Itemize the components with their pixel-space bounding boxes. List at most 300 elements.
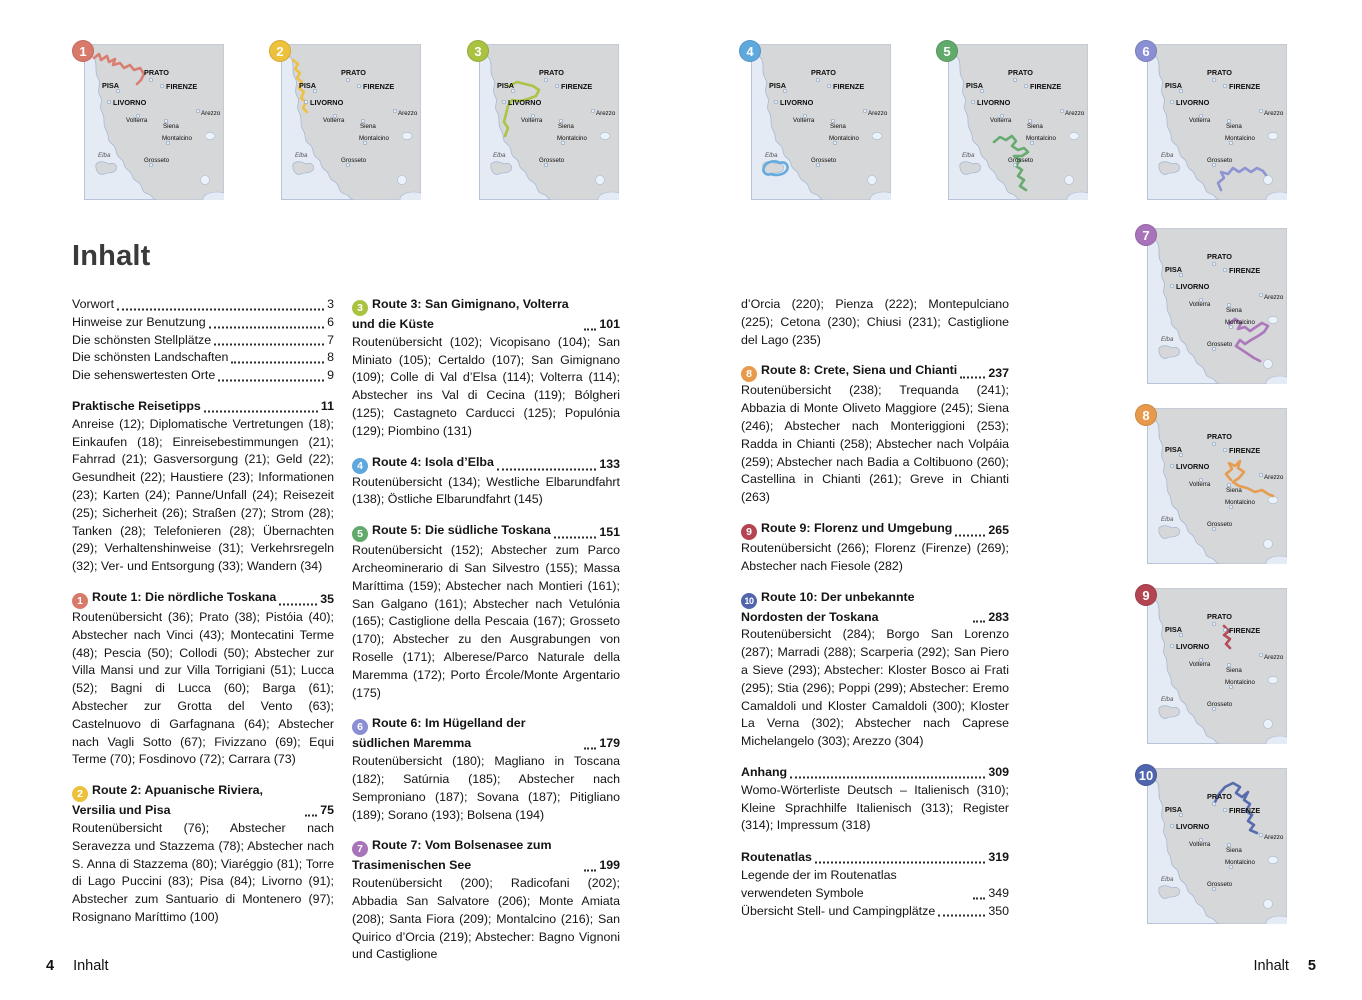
- toc-section-title: 2 Route 2: Apuanische Riviera, Versilia und Pisa: [72, 783, 263, 818]
- lake: [1268, 132, 1278, 139]
- city-dot: [1212, 442, 1215, 445]
- lake: [1065, 176, 1074, 185]
- toc-entry-label: Die schönsten Landschaften: [72, 350, 229, 365]
- city-label: FIRENZE: [363, 82, 395, 91]
- toc-section-title: 9 Route 9: Florenz und Umgebung: [741, 520, 952, 540]
- city-dot: [346, 78, 349, 81]
- city-label: Arezzo: [201, 110, 221, 117]
- city-dot: [971, 100, 974, 103]
- city-dot: [196, 109, 199, 112]
- city-dot: [774, 100, 777, 103]
- tuscany-map: [1147, 768, 1287, 924]
- map-thumbnail-route-7: [1142, 227, 1287, 384]
- toc-entry-label: Hinweise zur Benutzung: [72, 314, 206, 329]
- lake: [868, 176, 877, 185]
- toc-section-body: Routenübersicht (180); Magliano in Toscana (182); Satúrnia (185); Abstecher nach Semproniano (187); Sovana (187); Pitigliano (189); Sorano (193); Bolsena (194): [352, 754, 620, 822]
- dot-leader: [938, 915, 985, 917]
- toc-section-page: 179: [599, 736, 620, 751]
- toc-section-title: 8 Route 8: Crete, Siena und Chianti: [741, 362, 957, 382]
- toc-section-heading: [72, 782, 334, 820]
- city-label: PRATO: [341, 68, 366, 77]
- city-label: PRATO: [539, 68, 564, 77]
- toc-section-heading: [741, 764, 1009, 782]
- city-label: Siena: [1226, 667, 1242, 674]
- route-2-map-badge: 2: [269, 40, 291, 62]
- route-3-badge: 3: [352, 300, 368, 316]
- city-label: Montalcino: [1225, 319, 1255, 326]
- city-label: FIRENZE: [166, 82, 198, 91]
- city-label: Montalcino: [1225, 859, 1255, 866]
- city-label: Volterra: [1189, 481, 1211, 488]
- tuscany-map: [479, 44, 619, 200]
- city-label: Volterra: [1189, 841, 1211, 848]
- toc-column-3: [741, 296, 1009, 920]
- lake: [398, 176, 407, 185]
- toc-section: [352, 837, 620, 964]
- route-8-map-badge: 8: [1135, 404, 1157, 426]
- map-thumbnail-route-3: [474, 43, 619, 200]
- city-dot: [1170, 464, 1173, 467]
- lake: [1264, 360, 1273, 369]
- tuscany-map: [84, 44, 224, 200]
- city-label: PISA: [1165, 805, 1183, 814]
- dot-leader: [815, 861, 985, 863]
- toc-section-page: 199: [599, 858, 620, 873]
- city-label: PRATO: [1207, 792, 1232, 801]
- dot-leader: [960, 377, 985, 379]
- city-label: Montalcino: [1026, 135, 1056, 142]
- city-dot: [160, 84, 163, 87]
- city-label: Volterra: [1189, 301, 1211, 308]
- footer-label-left: Inhalt: [73, 958, 109, 974]
- toc-section-page: 309: [988, 764, 1009, 779]
- city-label: LIVORNO: [1176, 462, 1210, 471]
- city-dot: [1212, 802, 1215, 805]
- city-dot: [1223, 808, 1226, 811]
- toc-entry-label: Die sehenswertesten Orte: [72, 368, 216, 383]
- map-thumbnail-route-8: [1142, 407, 1287, 564]
- toc-section: [741, 589, 1009, 751]
- city-label: FIRENZE: [1229, 82, 1261, 91]
- toc-section-heading: [741, 589, 1009, 627]
- city-label: Siena: [1226, 487, 1242, 494]
- toc-section-body: Routenübersicht (266); Florenz (Firenze) (269); Abstecher nach Fiesole (282): [741, 540, 1009, 573]
- city-dot: [1212, 622, 1215, 625]
- toc-section-heading: [352, 296, 620, 334]
- toc-section-title: 4 Route 4: Isola d’Elba: [352, 454, 494, 474]
- city-label: Arezzo: [1264, 294, 1284, 301]
- city-dot: [591, 109, 594, 112]
- city-label: PISA: [1165, 81, 1183, 90]
- lake: [1069, 132, 1079, 139]
- toc-column-1: [72, 296, 334, 927]
- city-label: LIVORNO: [1176, 642, 1210, 651]
- city-dot: [1223, 628, 1226, 631]
- toc-entry-page: 6: [327, 314, 334, 329]
- city-dot: [544, 78, 547, 81]
- lake: [402, 132, 412, 139]
- toc-section: [741, 362, 1009, 507]
- toc-front-entry: [72, 314, 334, 332]
- city-label: FIRENZE: [1229, 446, 1261, 455]
- lake: [872, 132, 882, 139]
- route-4-badge: 4: [352, 458, 368, 474]
- city-label: LIVORNO: [780, 98, 814, 107]
- city-label: PRATO: [1207, 612, 1232, 621]
- city-label: PISA: [1165, 445, 1183, 454]
- city-label: LIVORNO: [508, 98, 542, 107]
- map-thumbnail-route-5: [943, 43, 1088, 200]
- atlas-entry: [741, 867, 1009, 903]
- route-9-badge: 9: [741, 524, 757, 540]
- tuscany-map: [1147, 228, 1287, 384]
- lake: [201, 176, 210, 185]
- toc-section-page: 11: [320, 398, 334, 413]
- tuscany-map: [751, 44, 891, 200]
- lake: [1264, 900, 1273, 909]
- dot-leader: [584, 748, 596, 750]
- atlas-block: [741, 849, 1009, 920]
- city-label: Siena: [558, 123, 574, 130]
- city-label: Volterra: [990, 117, 1012, 124]
- atlas-entry: [741, 849, 1009, 867]
- toc-entry-page: 3: [327, 297, 334, 311]
- route-3-map-badge: 3: [467, 40, 489, 62]
- toc-section: [741, 764, 1009, 835]
- city-label: Grosseto: [539, 157, 565, 164]
- toc-section-body: Womo-Wörterliste Deutsch – Italienisch (310); Kleine Sprachhilfe Italienisch (313); Register (314); Impressum (318): [741, 782, 1009, 833]
- city-label: PISA: [966, 81, 984, 90]
- city-label: Grosseto: [1008, 157, 1034, 164]
- toc-section-heading: [352, 454, 620, 474]
- toc-entry-page: 349: [988, 885, 1009, 900]
- toc-section-heading: [72, 589, 334, 609]
- city-label: Montalcino: [1225, 679, 1255, 686]
- dot-leader: [955, 534, 985, 536]
- toc-section-title: 5 Route 5: Die südliche Toskana: [352, 522, 551, 542]
- toc-section-title: Praktische Reisetipps: [72, 398, 201, 413]
- toc-section-title: 6 Route 6: Im Hügelland der südlichen Maremma: [352, 716, 526, 751]
- city-label: Grosseto: [1207, 701, 1233, 708]
- route-10-badge: 10: [741, 593, 757, 609]
- city-dot: [816, 78, 819, 81]
- city-label: PISA: [497, 81, 515, 90]
- toc-section: [352, 715, 620, 824]
- atlas-entry: [741, 903, 1009, 921]
- dot-leader: [279, 603, 317, 605]
- city-label: Siena: [1226, 123, 1242, 130]
- city-label: Volterra: [126, 117, 148, 124]
- dot-leader: [973, 897, 985, 899]
- city-label: Grosseto: [144, 157, 170, 164]
- city-label: Siena: [1226, 847, 1242, 854]
- city-label: FIRENZE: [1030, 82, 1062, 91]
- route-4-map-badge: 4: [739, 40, 761, 62]
- page-number-left: 4: [46, 958, 55, 974]
- city-dot: [149, 78, 152, 81]
- city-label: PRATO: [811, 68, 836, 77]
- dot-leader: [218, 379, 324, 381]
- city-label: Montalcino: [1225, 135, 1255, 142]
- toc-continuation: d’Orcia (220); Pienza (222); Montepulciano (225); Cetona (230); Chiusi (231); Castiglione del Lago (235): [741, 297, 1009, 347]
- city-dot: [1259, 473, 1262, 476]
- city-label: Arezzo: [1264, 474, 1284, 481]
- footer-right: [1253, 958, 1316, 974]
- city-label: Elba: [493, 152, 506, 159]
- page-number-right: 5: [1307, 958, 1316, 974]
- toc-section-title: 1 Route 1: Die nördliche Toskana: [72, 589, 276, 609]
- toc-section-body: Routenübersicht (200); Radicofani (202); Abbadia San Salvatore (206); Monte Amiata (208); Santa Fiora (209); Montalcino (216); San Quirico d’Orcia (219); Abstecher: Bagno Vignoni und Castiglione: [352, 876, 620, 962]
- city-dot: [1259, 833, 1262, 836]
- lake: [596, 176, 605, 185]
- toc-column-2: [352, 296, 620, 964]
- city-dot: [1170, 284, 1173, 287]
- toc-section: [72, 398, 334, 576]
- city-label: Arezzo: [398, 110, 418, 117]
- route-10-map-badge: 10: [1135, 764, 1157, 786]
- map-thumbnail-route-10: [1138, 767, 1287, 924]
- route-8-badge: 8: [741, 366, 757, 382]
- city-label: Arezzo: [1065, 110, 1085, 117]
- city-label: Elba: [98, 152, 111, 159]
- toc-front-entry: [72, 367, 334, 385]
- city-dot: [1024, 84, 1027, 87]
- city-label: Volterra: [1189, 661, 1211, 668]
- city-label: Grosseto: [341, 157, 367, 164]
- toc-entry-label: Die schönsten Stellplätze: [72, 332, 212, 347]
- toc-front-entry: [72, 349, 334, 367]
- dot-leader: [584, 870, 596, 872]
- footer-left: [46, 958, 109, 974]
- route-7-badge: 7: [352, 841, 368, 857]
- toc-entry-page: 9: [327, 368, 334, 383]
- city-label: Elba: [1161, 876, 1174, 883]
- city-label: Arezzo: [1264, 834, 1284, 841]
- city-label: Montalcino: [557, 135, 587, 142]
- city-label: Elba: [295, 152, 308, 159]
- city-label: Volterra: [521, 117, 543, 124]
- toc-entry-page: 8: [327, 350, 334, 365]
- city-label: PRATO: [1207, 252, 1232, 261]
- city-dot: [1223, 268, 1226, 271]
- lake: [1268, 676, 1278, 683]
- city-label: Elba: [765, 152, 778, 159]
- map-thumbnail-route-2: [276, 43, 421, 200]
- route-1-map-badge: 1: [72, 40, 94, 62]
- city-label: FIRENZE: [561, 82, 593, 91]
- city-label: Elba: [1161, 152, 1174, 159]
- toc-front-entry: [72, 296, 334, 314]
- map-thumbnail-route-1: [79, 43, 224, 200]
- city-label: PISA: [102, 81, 120, 90]
- toc-section-body: Anreise (12); Diplomatische Vertretungen (18); Einkaufen (18); Einreisebestimmungen (21); Fahrrad (21); Gasversorgung (21); Geld (22); Gesundheit (22); Haustiere (23); Informationen (23); Karten (24); Panne/Unfall (24); Reisezeit (25); Sicherheit (26); Straßen (27); Strom (28); Tanken (28); Telefonieren (28); Übernachten (29); Verhaltenshinweise (31); Verkehrsregeln (32); Ver- und Entsorgung (33); Wandern (34): [72, 416, 334, 574]
- city-dot: [1259, 109, 1262, 112]
- city-label: Siena: [830, 123, 846, 130]
- lake: [205, 132, 215, 139]
- toc-entry-label: Übersicht Stell- und Campingplätze: [741, 903, 936, 918]
- city-label: Arezzo: [596, 110, 616, 117]
- toc-section-heading: [741, 520, 1009, 540]
- city-label: LIVORNO: [1176, 822, 1210, 831]
- dot-leader: [554, 537, 597, 539]
- toc-section-page: 151: [599, 525, 620, 540]
- route-5-map-badge: 5: [936, 40, 958, 62]
- city-dot: [1170, 100, 1173, 103]
- dot-leader: [497, 468, 596, 470]
- dot-leader: [973, 621, 985, 623]
- toc-section-title: Anhang: [741, 764, 788, 779]
- dot-leader: [231, 362, 324, 364]
- toc-section: [352, 454, 620, 510]
- city-dot: [357, 84, 360, 87]
- city-dot: [1212, 78, 1215, 81]
- city-dot: [1259, 653, 1262, 656]
- toc-section-page: 283: [988, 609, 1009, 624]
- toc-section-heading: [352, 715, 620, 753]
- dot-leader: [790, 776, 985, 778]
- city-label: Arezzo: [1264, 654, 1284, 661]
- toc-section-body: Routenübersicht (284); Borgo San Lorenzo (287); Marradi (288); Scarperia (292); San Piero a Sieve (293); Abstecher: Kloster Bosco ai Frati (295); Stia (296); Poppi (299); Abstecher: Eremo Camaldoli und Kloster Camaldoli (300); Kloster La Verna (302); Abstecher nach Caprese Michelangelo (303); Arezzo (304): [741, 627, 1009, 749]
- city-label: Elba: [962, 152, 975, 159]
- toc-entry-page: 350: [988, 903, 1009, 918]
- city-label: Montalcino: [829, 135, 859, 142]
- toc-section: [741, 520, 1009, 576]
- city-dot: [107, 100, 110, 103]
- toc-section-body: Routenübersicht (36); Prato (38); Pistóia (40); Abstecher nach Vinci (43); Montecatini Terme (48); Pescia (50); Collodi (50); Abstecher zur Villa Mansi und zur Villa Torrigiani (51); Lucca (52); Bagni di Lucca (60); Barga (61); Abstecher zur Grotta del Vento (63); Castelnuovo di Garfagnana (64); Abstecher nach Vagli Sotto (67); Fivizzano (69); Equi Terme (70); Fosdinovo (72); Carrara (73): [72, 609, 334, 767]
- city-label: FIRENZE: [1229, 266, 1261, 275]
- page-title: Inhalt: [72, 240, 151, 272]
- city-label: Siena: [1226, 307, 1242, 314]
- toc-section: [72, 782, 334, 927]
- toc-entry-label: Vorwort: [72, 297, 115, 311]
- city-label: Grosseto: [1207, 341, 1233, 348]
- toc-entry-page: 7: [327, 332, 334, 347]
- toc-section-heading: [72, 398, 334, 416]
- lake: [1264, 176, 1273, 185]
- city-label: PRATO: [1008, 68, 1033, 77]
- city-label: PISA: [1165, 265, 1183, 274]
- tuscany-map: [1147, 408, 1287, 564]
- city-label: PISA: [299, 81, 317, 90]
- tuscany-map: [1147, 44, 1287, 200]
- city-dot: [1013, 78, 1016, 81]
- city-dot: [1170, 644, 1173, 647]
- city-label: LIVORNO: [977, 98, 1011, 107]
- toc-entry-label: Legende der im Routenatlas verwendeten Symbole: [741, 867, 897, 900]
- dot-leader: [209, 326, 324, 328]
- lake: [1268, 316, 1278, 323]
- toc-section: [352, 522, 620, 702]
- city-dot: [1060, 109, 1063, 112]
- city-label: Elba: [1161, 516, 1174, 523]
- toc-section-body: Routenübersicht (134); Westliche Elbarundfahrt (138); Östliche Elbarundfahrt (145): [352, 474, 620, 507]
- city-label: LIVORNO: [310, 98, 344, 107]
- city-label: Grosseto: [1207, 881, 1233, 888]
- toc-section-page: 101: [599, 317, 620, 331]
- toc-section-page: 133: [599, 456, 620, 471]
- toc-section-body: Routenübersicht (102); Vicopisano (104); San Miniato (105); Certaldo (107); San Gimignano (109); Colle di Val d’Elsa (114); Volterra (114); Abstecher ins Val di Cecina (119); Bólgheri (125); Castagneto Carducci (125); Populónia (129); Piombino (131): [352, 334, 620, 438]
- tuscany-map: [948, 44, 1088, 200]
- city-dot: [1170, 824, 1173, 827]
- city-dot: [827, 84, 830, 87]
- city-dot: [502, 100, 505, 103]
- city-label: Grosseto: [1207, 521, 1233, 528]
- toc-section-page: 265: [988, 523, 1009, 538]
- city-label: FIRENZE: [1229, 626, 1261, 635]
- city-label: Arezzo: [1264, 110, 1284, 117]
- city-dot: [304, 100, 307, 103]
- city-label: LIVORNO: [1176, 98, 1210, 107]
- toc-section: [72, 589, 334, 769]
- city-label: PRATO: [1207, 432, 1232, 441]
- map-thumbnail-route-9: [1142, 587, 1287, 744]
- lake: [1264, 540, 1273, 549]
- city-label: Grosseto: [811, 157, 837, 164]
- city-label: Montalcino: [1225, 499, 1255, 506]
- route-5-badge: 5: [352, 526, 368, 542]
- city-label: PRATO: [1207, 68, 1232, 77]
- route-6-badge: 6: [352, 719, 368, 735]
- city-dot: [1259, 293, 1262, 296]
- route-9-map-badge: 9: [1135, 584, 1157, 606]
- toc-section: [352, 296, 620, 441]
- city-dot: [863, 109, 866, 112]
- toc-section-page: 237: [988, 365, 1009, 380]
- lake: [1264, 720, 1273, 729]
- tuscany-map: [281, 44, 421, 200]
- city-label: FIRENZE: [833, 82, 865, 91]
- city-label: Siena: [1027, 123, 1043, 130]
- city-dot: [555, 84, 558, 87]
- lake: [1268, 856, 1278, 863]
- city-dot: [1223, 448, 1226, 451]
- route-7-map-badge: 7: [1135, 224, 1157, 246]
- city-label: Volterra: [793, 117, 815, 124]
- toc-front-entry: [72, 332, 334, 350]
- city-label: LIVORNO: [1176, 282, 1210, 291]
- dot-leader: [584, 328, 596, 330]
- lake: [600, 132, 610, 139]
- route-1-badge: 1: [72, 593, 88, 609]
- toc-section-body: Routenübersicht (152); Abstecher zum Parco Archeominerario di San Silvestro (155); Massa Maríttima (159); Abstecher nach Montieri (161); San Galgano (161); Abstecher nach Vetulónia (165); Castiglione della Pescaia (167); Grosseto (170); Abstecher zu den Ausgrabungen von Roselle (171); Alberese/Parco Naturale della Maremma (172); Porto Ércole/Monte Argentario (175): [352, 543, 620, 700]
- map-thumbnail-route-6: [1142, 43, 1287, 200]
- city-label: Siena: [163, 123, 179, 130]
- city-label: Grosseto: [1207, 157, 1233, 164]
- toc-section-body: Routenübersicht (76); Abstecher nach Seravezza und Stazzema (78); Abstecher nach S. Anna di Stazzema (80); Viaréggio (81); Torre di Lago Puccini (83); Pisa (84); Livorno (91); Abstecher zum Santuario di Montenero (97); Rosignano Maríttimo (100): [72, 820, 334, 924]
- toc-section-body: Routenübersicht (238); Trequanda (241); Abbazia di Monte Oliveto Maggiore (245); Siena (246); Abstecher nach Monteriggioni (253); Radda in Chianti (258); Abstecher nach Volpáia (259); Abstecher nach Badia a Coltibuono (260); Castellina in Chianti (261); Greve in Chianti (263): [741, 383, 1009, 505]
- city-label: LIVORNO: [113, 98, 147, 107]
- toc-section-page: 75: [320, 803, 334, 818]
- toc-section-heading: [352, 837, 620, 875]
- city-label: Volterra: [1189, 117, 1211, 124]
- city-label: Montalcino: [162, 135, 192, 142]
- city-label: Elba: [1161, 336, 1174, 343]
- dot-leader: [117, 308, 324, 310]
- toc-section-title: 7 Route 7: Vom Bolsenasee zum Trasimenischen See: [352, 838, 552, 873]
- toc-entry-page: 319: [988, 850, 1009, 865]
- route-2-badge: 2: [72, 786, 88, 802]
- toc-section-heading: [741, 362, 1009, 382]
- city-label: Elba: [1161, 696, 1174, 703]
- map-thumbnail-route-4: [746, 43, 891, 200]
- city-label: Siena: [360, 123, 376, 130]
- toc-section-page: 35: [320, 592, 334, 607]
- city-label: FIRENZE: [1229, 806, 1261, 815]
- dot-leader: [214, 344, 324, 346]
- city-label: Montalcino: [359, 135, 389, 142]
- toc-section-title: 10 Route 10: Der unbekannte Nordosten der Toskana: [741, 589, 915, 624]
- city-label: Arezzo: [868, 110, 888, 117]
